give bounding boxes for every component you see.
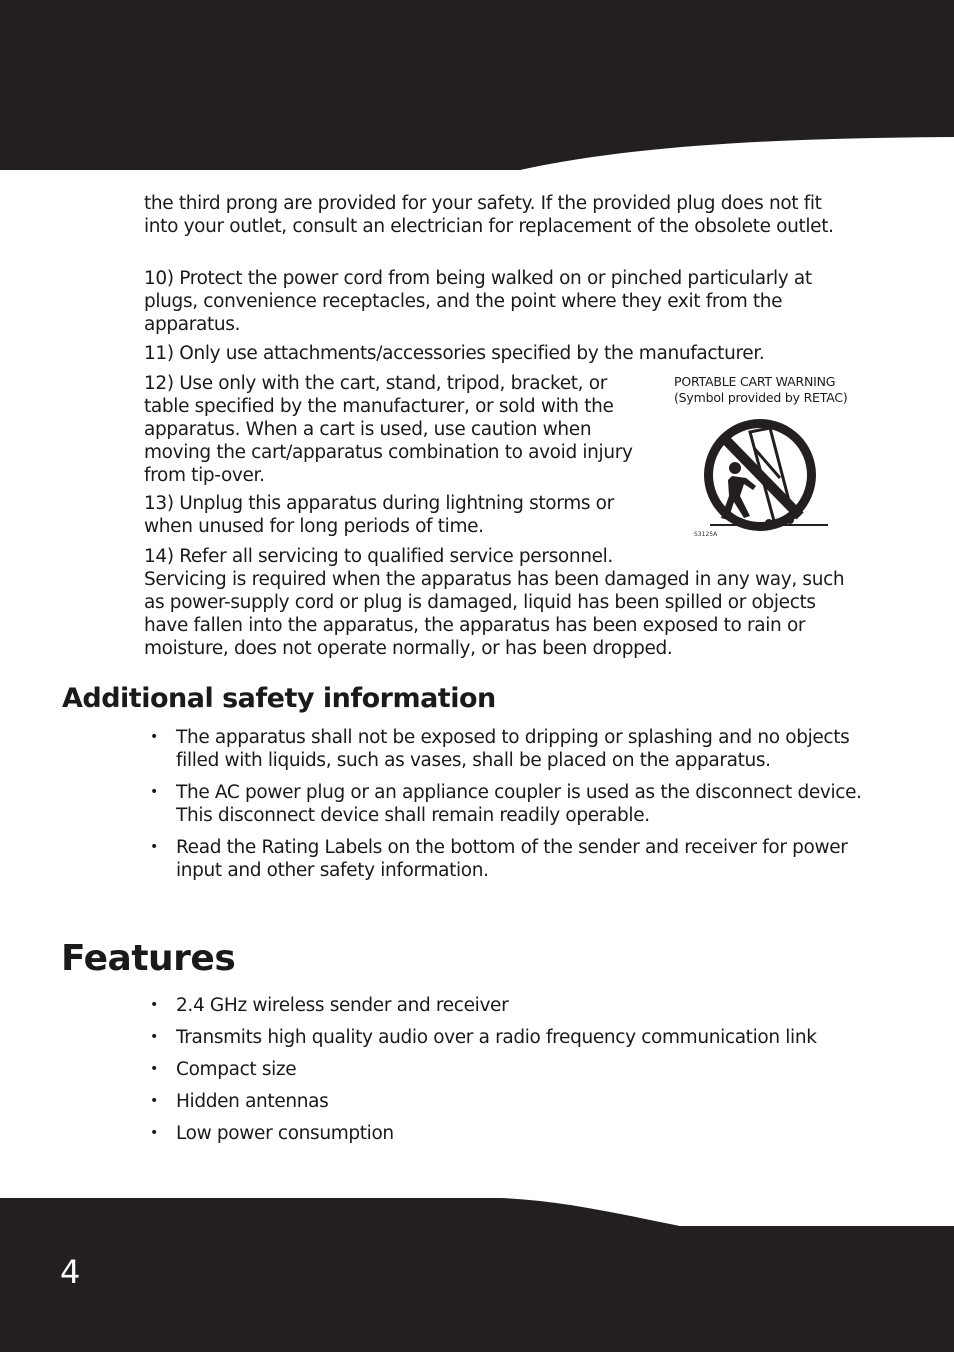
list-item-text: The AC power plug or an appliance coupler is used as the disconnect device. This disconnect device shall remain readily operable. (176, 782, 862, 826)
list-item-text: Read the Rating Labels on the bottom of the sender and receiver for power input and other safety information. (176, 837, 848, 881)
list-item-text: Compact size (176, 1059, 297, 1080)
list-item (150, 726, 870, 772)
features-heading: Features (61, 938, 236, 979)
bullet-icon: • (150, 1061, 158, 1077)
bullet-icon: • (150, 1029, 158, 1045)
list-item (150, 1026, 870, 1049)
list-item (150, 836, 870, 882)
cart-tip-over-warning-icon (690, 412, 830, 544)
instruction-14-details: Servicing is required when the apparatus has been damaged in any way, such as power-supply cord or plug is damaged, liquid has been spilled or objects have fallen into the apparatus, the apparatus has been exposed to rain or moisture, does not operate normally, or has been dropped. (144, 569, 845, 659)
list-item (150, 781, 870, 827)
list-item-text: The apparatus shall not be exposed to dripping or splashing and no objects filled with liquids, such as vases, shall be placed on the apparatus. (176, 727, 850, 771)
bullet-icon: • (150, 1125, 158, 1141)
figure-code: S3125A (694, 531, 718, 538)
footer-band (0, 1192, 954, 1352)
bullet-icon: • (150, 997, 158, 1013)
instruction-10: 10) Protect the power cord from being walked on or pinched particularly at plugs, convenience receptacles, and the point where they exit from the apparatus. (144, 268, 812, 335)
list-item (150, 1090, 870, 1113)
list-item (150, 1058, 870, 1081)
list-item (150, 994, 870, 1017)
instruction-12: 12) Use only with the cart, stand, tripod, bracket, or table specified by the manufacturer, or sold with the apparatus. When a cart is used, use caution when moving the cart/apparatus combination to avoid injury from tip-over. (144, 373, 633, 486)
continued-paragraph: the third prong are provided for your safety. If the provided plug does not fit into your outlet, consult an electrician for replacement of the obsolete outlet. (144, 193, 834, 237)
list-item (150, 1122, 870, 1145)
additional-safety-list (150, 726, 870, 882)
bullet-icon: • (150, 729, 158, 745)
instruction-14-first-line: 14) Refer all servicing to qualified service personnel. (144, 546, 613, 567)
list-item-text: Hidden antennas (176, 1091, 329, 1112)
instruction-14 (144, 545, 860, 660)
features-list (150, 994, 870, 1145)
header-band (0, 0, 954, 172)
additional-safety-heading: Additional safety information (62, 683, 496, 714)
bullet-icon: • (150, 839, 158, 855)
cart-warning-caption: PORTABLE CART WARNING (Symbol provided by RETAC) (674, 374, 848, 405)
bullet-icon: • (150, 1093, 158, 1109)
list-item-text: Transmits high quality audio over a radio frequency communication link (176, 1027, 817, 1048)
instruction-13: 13) Unplug this apparatus during lightning storms or when unused for long periods of time. (144, 493, 614, 537)
list-item-text: Low power consumption (176, 1123, 394, 1144)
bullet-icon: • (150, 784, 158, 800)
page-number: 4 (60, 1253, 81, 1291)
list-item-text: 2.4 GHz wireless sender and receiver (176, 995, 509, 1016)
instruction-11: 11) Only use attachments/accessories specified by the manufacturer. (144, 343, 765, 364)
